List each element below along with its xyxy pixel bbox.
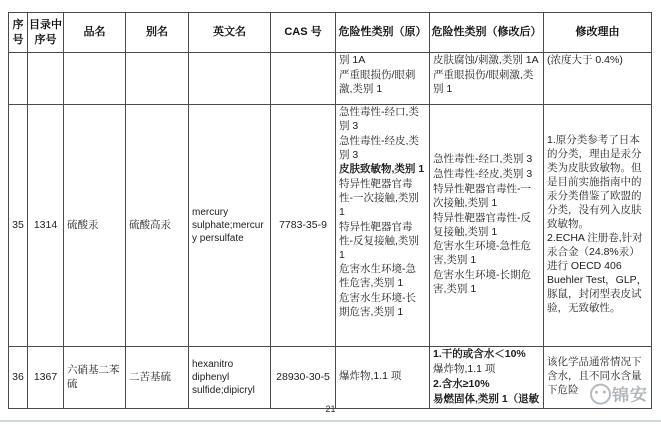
cell-hazard-revised: 皮肤腐蚀/刺激,类别 1A 严重眼损伤/眼刺激,类别 1 (430, 53, 544, 105)
cell-reason: 该化学品通常情况下含水，且不同水含量下危险 (544, 347, 652, 409)
cell-cas-no: 28930-30-5 (271, 347, 336, 409)
page-bottom-divider (0, 420, 661, 422)
cell-name: 六硝基二苯硫 (64, 347, 126, 409)
header-cas-no: CAS 号 (271, 13, 336, 53)
cell-english-name (189, 53, 271, 105)
header-catalog-no: 目录中序号 (28, 13, 64, 53)
header-seq: 序号 (9, 13, 28, 53)
page-number: 21 (325, 404, 336, 414)
cell-reason: (浓度大于 0.4%) (544, 53, 652, 105)
cell-english-name: hexanitro diphenyl sulfide;dipicryl (189, 347, 271, 409)
cell-hazard-original: 急性毒性-经口,类别 3 急性毒性-经皮,类别 3 皮肤致敏物,类别 1 特异性靶器官毒性-一次接触,类别 1 特异性靶器官毒性-反复接触,类别 1 危害水生环境-急性危害,类别 1 危害水生环境-长期危害,类别 1 (336, 105, 430, 347)
header-english-name: 英文名 (189, 13, 271, 53)
table-row (9, 105, 652, 347)
header-alias: 别名 (126, 13, 189, 53)
cell-alias: 硫酸高汞 (126, 105, 189, 347)
watermark-text: 锦安 (611, 384, 649, 406)
cell-cas-no: 7783-35-9 (271, 105, 336, 347)
cell-english-name: mercury sulphate;mercury persulfate (189, 105, 271, 347)
table-row (9, 53, 652, 105)
header-name: 品名 (64, 13, 126, 53)
cell-hazard-original: 爆炸物,1.1 项 (336, 347, 430, 409)
cell-seq: 36 (9, 347, 28, 409)
cell-name: 硫酸汞 (64, 105, 126, 347)
cell-alias: 二苦基硫 (126, 347, 189, 409)
cell-seq (9, 53, 28, 105)
cell-cas-no (271, 53, 336, 105)
cell-hazard-revised: 急性毒性-经口,类别 3 急性毒性-经皮,类别 3 特异性靶器官毒性-一次接触,类别 1 特异性靶器官毒性-反复接触,类别 1 危害水生环境-急性危害,类别 1 危害水生环境-长期危害,类别 1 (430, 105, 544, 347)
cell-hazard-original: 别 1A 严重眼损伤/眼刺激,类别 1 (336, 53, 430, 105)
cell-hazard-revised: 1.干的或含水＜10% 爆炸物,1.1 项 2.含水≥10% 易燃固体,类别 1（退敏 (430, 347, 544, 409)
cell-name (64, 53, 126, 105)
header-hazard-original: 危险性类别（原） (336, 13, 430, 53)
cell-reason: 1.原分类参考了日本的分类，理由是汞分类为皮肤致敏物。但是目前实施指南中的汞分类借鉴了欧盟的分类，没有列入皮肤致敏物。 2.ECHA 注册卷,针对汞合金（24.8%汞）进行 OECD 406 Buehler Test，GLP，豚鼠，封闭型表皮试验，无致敏性。 (544, 105, 652, 347)
table-header-row (9, 13, 652, 53)
cell-alias (126, 53, 189, 105)
table-row (9, 347, 652, 409)
cell-seq: 35 (9, 105, 28, 347)
header-hazard-revised: 危险性类别（修改后） (430, 13, 544, 53)
cell-catalog-no (28, 53, 64, 105)
hazard-classification-table (8, 12, 652, 409)
cell-catalog-no: 1314 (28, 105, 64, 347)
cell-catalog-no: 1367 (28, 347, 64, 409)
header-reason: 修改理由 (544, 13, 652, 53)
